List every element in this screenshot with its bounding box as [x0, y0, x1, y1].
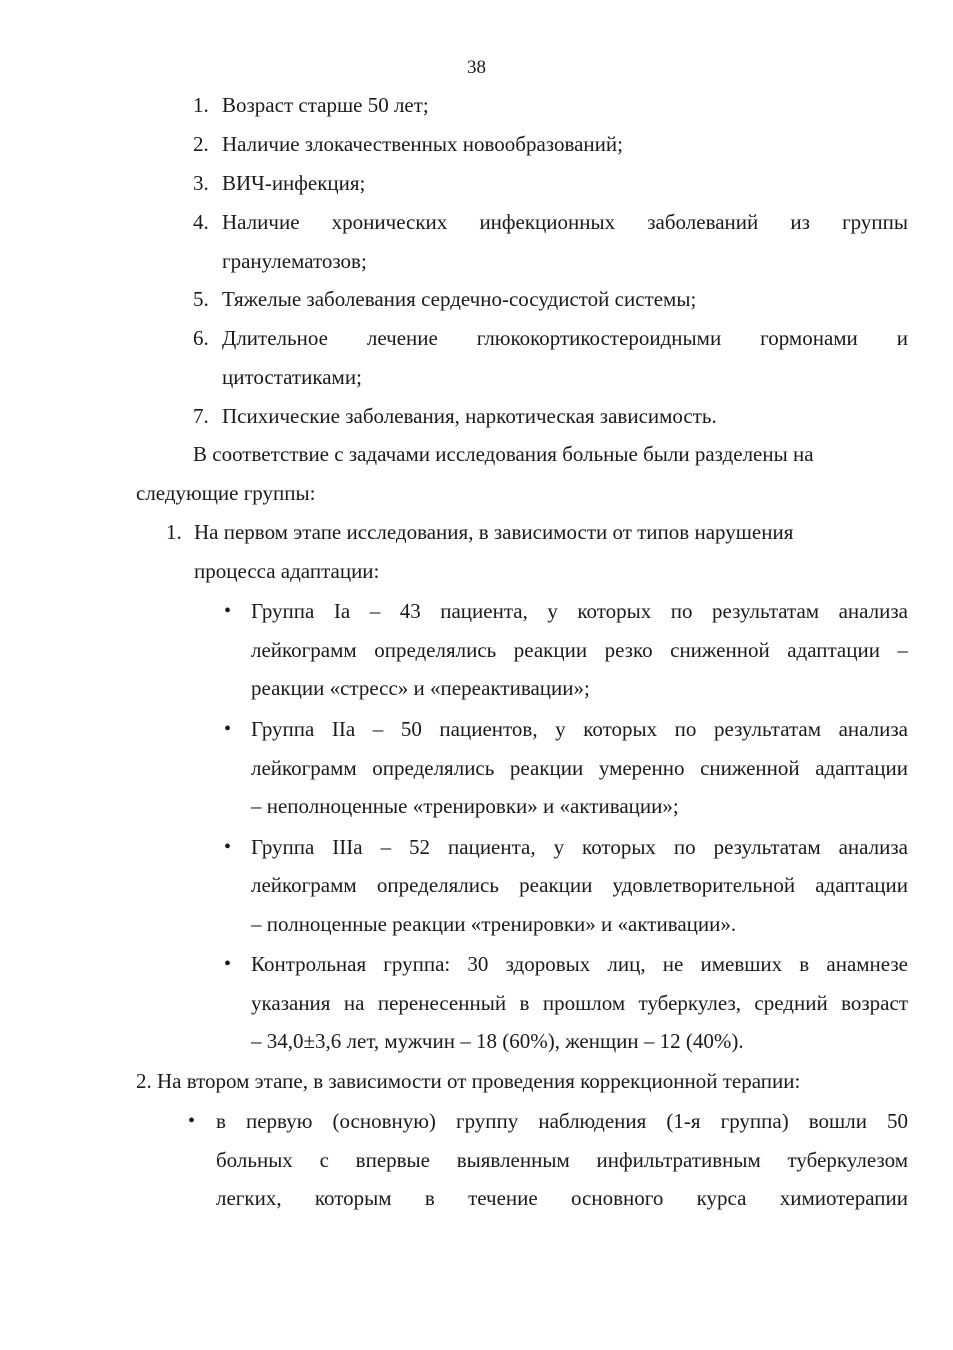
exclusion-item-number: 6. [193, 326, 209, 350]
exclusion-item-text: гранулематозов; [222, 249, 367, 273]
stage1-line-1 [194, 519, 908, 545]
stage2-line-1 [136, 1068, 848, 1094]
exclusion-item-number: 2. [193, 132, 209, 156]
stage1-bullet-text: лейкограмм определялись реакции удовлетворительной адаптации [251, 873, 908, 897]
exclusion-item-text: Длительное лечение глюкокортикостероидными гормонами и [222, 326, 908, 350]
exclusion-item-number: 5. [193, 287, 209, 311]
exclusion-item-text: цитостатиками; [222, 365, 362, 389]
exclusion-item-text: ВИЧ-инфекция; [222, 171, 366, 195]
stage1-bullet-text: Группа IIа – 50 пациентов, у которых по результатам анализа [251, 717, 908, 741]
stage1-bullet-text: лейкограмм определялись реакции умеренно сниженной адаптации [251, 756, 908, 780]
stage2-bullet-text: в первую (основную) группу наблюдения (1-я группа) вошли 50 [216, 1109, 908, 1133]
stage1-text-1: На первом этапе исследования, в зависимости от типов нарушения [194, 520, 794, 544]
bullet-icon: • [224, 600, 232, 622]
bullet-icon: • [224, 836, 232, 858]
stage1-bullet-text: – полноценные реакции «тренировки» и «активации». [251, 912, 737, 936]
stage2-bullet-text: больных с впервые выявленным инфильтративным туберкулезом [216, 1148, 908, 1172]
exclusion-item-text: Наличие хронических инфекционных заболеваний из группы [222, 210, 908, 234]
stage1-bullet-text: реакции «стресс» и «переактивации»; [251, 676, 590, 700]
exclusion-item-number: 3. [193, 171, 209, 195]
intro-text-1: В соответствие с задачами исследования больные были разделены на [193, 442, 814, 466]
stage1-bullet-text: Группа IIIа – 52 пациента, у которых по результатам анализа [251, 835, 908, 859]
bullet-icon: • [224, 953, 232, 975]
stage1-line-2: процесса адаптации: [194, 559, 380, 583]
bullet-icon: • [224, 718, 232, 740]
intro-line-2: следующие группы: [136, 481, 316, 505]
exclusion-item-text: Наличие злокачественных новообразований; [222, 132, 623, 156]
exclusion-item-number: 7. [193, 404, 209, 428]
stage1-number: 1. [166, 520, 182, 544]
stage1-bullet-text: – 34,0±3,6 лет, мужчин – 18 (60%), женщин – 12 (40%). [251, 1029, 744, 1053]
exclusion-item-text: Возраст старше 50 лет; [222, 93, 429, 117]
intro-line-1 [193, 441, 908, 467]
stage1-bullet-text: указания на перенесенный в прошлом туберкулез, средний возраст [251, 991, 908, 1015]
exclusion-item-number: 4. [193, 210, 209, 234]
exclusion-item-text: Психические заболевания, наркотическая зависимость. [222, 404, 717, 428]
stage2-bullet-text: легких, которым в течение основного курса химиотерапии [216, 1186, 908, 1210]
bullet-icon: • [188, 1110, 196, 1132]
page-number: 38 [467, 57, 486, 78]
exclusion-item-text: Тяжелые заболевания сердечно-сосудистой системы; [222, 287, 697, 311]
stage1-bullet-text: Контрольная группа: 30 здоровых лиц, не имевших в анамнезе [251, 952, 908, 976]
exclusion-item-number: 1. [193, 93, 209, 117]
stage1-bullet-text: лейкограмм определялись реакции резко сниженной адаптации – [251, 638, 908, 662]
stage2-text-1: 2. На втором этапе, в зависимости от проведения коррекционной терапии: [136, 1069, 801, 1093]
stage1-bullet-text: – неполноценные «тренировки» и «активации»; [251, 794, 679, 818]
stage1-bullet-text: Группа Iа – 43 пациента, у которых по результатам анализа [251, 599, 908, 623]
